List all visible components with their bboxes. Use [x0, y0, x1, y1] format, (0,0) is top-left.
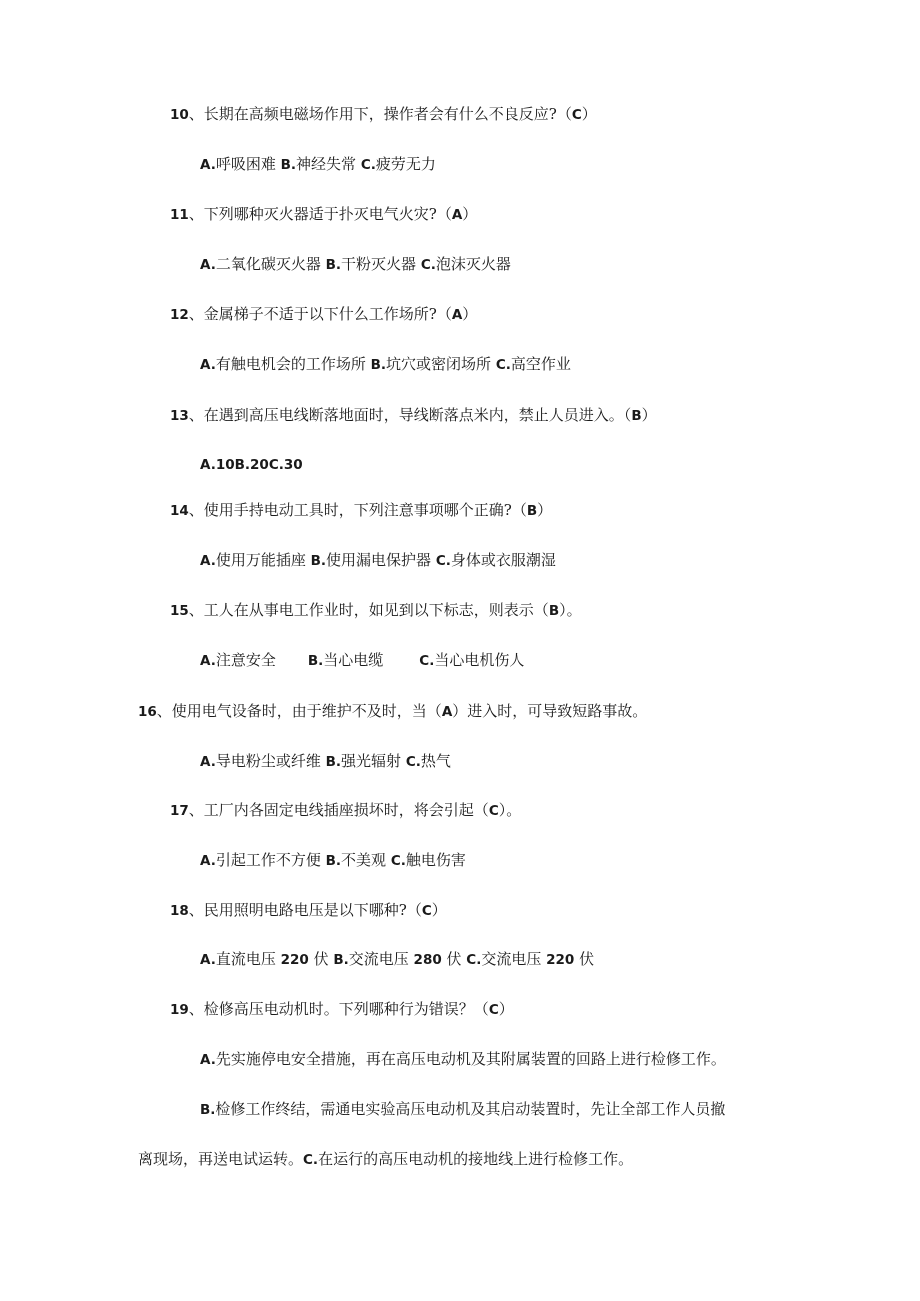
options-14: A.使用万能插座 B.使用漏电保护器 C.身体或衣服潮湿: [200, 551, 556, 569]
question-12: 12、金属梯子不适于以下什么工作场所?（A）: [170, 305, 478, 323]
question-16: 16、使用电气设备时，由于维护不及时，当（A）进入时，可导致短路事故。: [138, 702, 648, 720]
answer: C: [571, 107, 582, 123]
options-16: A.导电粉尘或纤维 B.强光辐射 C.热气: [200, 752, 451, 770]
options-10: A.呼吸困难 B.神经失常 C.疲劳无力: [200, 155, 436, 173]
question-13: 13、在遇到高压电线断落地面时，导线断落点米内，禁止人员进入。（B）: [170, 406, 657, 424]
question-19: 19、检修高压电动机时。下列哪种行为错误？（C）: [170, 1000, 514, 1018]
question-14: 14、使用手持电动工具时，下列注意事项哪个正确?（B）: [170, 501, 553, 519]
options-19-a: A.先实施停电安全措施，再在高压电动机及其附属装置的回路上进行检修工作。: [200, 1050, 726, 1068]
question-10: 10、长期在高频电磁场作用下，操作者会有什么不良反应?（C）: [170, 105, 597, 123]
options-17: A.引起工作不方便 B.不美观 C.触电伤害: [200, 851, 466, 869]
answer: A: [441, 704, 453, 720]
options-11: A.二氧化碳灭火器 B.干粉灭火器 C.泡沫灭火器: [200, 255, 511, 273]
answer: B: [631, 408, 642, 424]
answer: A: [451, 307, 463, 323]
options-13: A.10B.20C.30: [200, 457, 303, 473]
options-15: A.注意安全 B.当心电缆 C.当心电机伤人: [200, 651, 525, 669]
question-15: 15、工人在从事电工作业时，如见到以下标志，则表示（B）。: [170, 601, 582, 619]
options-19-b: B.检修工作终结，需通电实验高压电动机及其启动装置时，先让全部工作人员撤: [200, 1100, 726, 1118]
answer: B: [526, 503, 538, 519]
answer: C: [488, 1002, 499, 1018]
answer: B: [548, 603, 560, 619]
options-18: A.直流电压 220 伏 B.交流电压 280 伏 C.交流电压 220 伏: [200, 950, 595, 968]
answer: A: [451, 207, 463, 223]
question-17: 17、工厂内各固定电线插座损坏时，将会引起（C）。: [170, 801, 522, 819]
question-11: 11、下列哪种灭火器适于扑灭电气火灾?（A）: [170, 205, 478, 223]
options-12: A.有触电机会的工作场所 B.坑穴或密闭场所 C.高空作业: [200, 355, 571, 373]
answer: C: [421, 903, 432, 919]
options-19-b-cont: 离现场，再送电试运转。C.在运行的高压电动机的接地线上进行检修工作。: [138, 1150, 634, 1168]
question-18: 18、民用照明电路电压是以下哪种?（C）: [170, 901, 447, 919]
answer: C: [488, 803, 499, 819]
